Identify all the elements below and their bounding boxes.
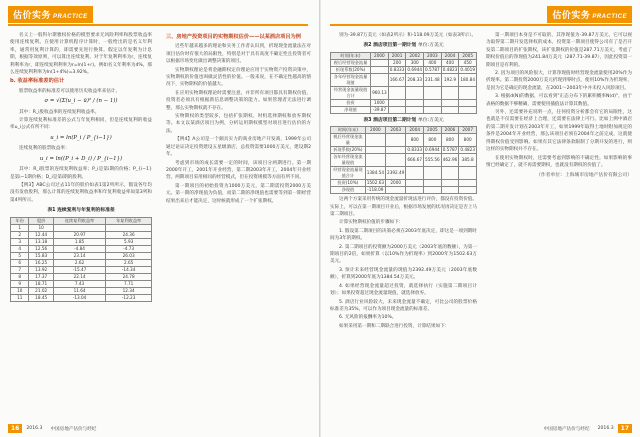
- table-cell: 0.4823: [460, 147, 475, 153]
- formula: u_i = ln((P_i + D_i) / P_{i−1}): [39, 155, 123, 162]
- table-cell: 5: [11, 252, 29, 259]
- table-cell: 24.36: [106, 231, 152, 238]
- table-cell: 12.34: [106, 287, 152, 294]
- table-cell: 192.9: [441, 73, 459, 86]
- table-cell: 1000: [371, 99, 389, 106]
- table-cell: 800: [459, 134, 477, 147]
- column-1: [10, 32, 152, 420]
- table-cell: 17.37: [29, 273, 53, 280]
- table-cell: [386, 134, 406, 147]
- footer-issue: 2016.3: [26, 426, 43, 431]
- table-cell: [459, 99, 477, 106]
- table-cell: 2000: [386, 180, 406, 187]
- table-cell: 2: [11, 231, 29, 238]
- table-cell: [459, 167, 477, 180]
- table-cell: [371, 66, 389, 73]
- table-cell: 450: [459, 59, 477, 66]
- table-cell: [424, 180, 442, 187]
- paragraph: 3. 预计未来经营现金流量的现值为2392.49万美元（2003年底数额），折算到2000年底为1384.54万美元。: [330, 267, 477, 281]
- footer-left: [8, 424, 100, 433]
- table-cell: [424, 99, 442, 106]
- table-cell: 0.8333: [407, 147, 423, 153]
- table-cell: 400: [441, 59, 459, 66]
- table-cell: [441, 187, 459, 194]
- table-row: [11, 245, 152, 252]
- table-header-cell: 2005: [459, 52, 477, 59]
- table-cell: 20.97: [53, 231, 105, 238]
- table-row: [11, 266, 152, 273]
- section-badge-right: [547, 6, 632, 23]
- table-cell: [424, 86, 442, 99]
- table-cell: 180.84: [459, 73, 477, 86]
- table-header-row: [11, 217, 152, 224]
- table-cell: 800: [424, 134, 442, 147]
- table-cell: 2.62: [53, 259, 105, 266]
- table-row: [331, 66, 477, 73]
- paragraph: 3. 根据d(N)的数据，可以看到"正态分布下的累积概率N(d)"，由于表格的数据不够精确，需要使用插值法计算其数值。: [486, 94, 632, 107]
- table-cell: 300: [406, 59, 424, 66]
- table-row: [331, 180, 477, 187]
- table-header-cell: 时间(年末): [331, 52, 371, 59]
- paragraph: 近些年越来越多的理论和实务工作者认识到，折现现金流量法在对项目估价时有很大的局限性，特别是对于具有高度不确定性且投资者可以根据市场变化做出调整决策的项目。: [166, 44, 311, 65]
- table-cell: 净现值: [331, 187, 366, 194]
- table-cell: [459, 180, 477, 187]
- table-cell: 2392.49: [386, 167, 406, 180]
- table-cell: 2.65: [106, 259, 152, 266]
- table-cell: [365, 134, 385, 147]
- table-cell: 4: [11, 245, 29, 252]
- table-cell: [386, 147, 406, 154]
- table-cell: 166.67: [388, 73, 406, 86]
- table-cell: 净现值: [331, 106, 371, 113]
- table-cell: 折现系数(20%): [331, 66, 371, 73]
- formula: σ = √(Σ(u_i − ū)² / (n − 1)): [44, 98, 118, 105]
- table-cell: [388, 86, 406, 99]
- table-cell: [406, 99, 424, 106]
- table-cell: 3: [11, 238, 29, 245]
- table-cell: [441, 99, 459, 106]
- table-cell: 0.5787: [425, 66, 440, 72]
- table-cell: 5.93: [106, 238, 152, 245]
- table-cell: 800: [441, 134, 459, 147]
- table-cell: [406, 86, 424, 99]
- paragraph: 实物期权的类型较多，包括扩张期权、时机选择期权和放弃期权等。本文以某酒店项目为例，分析运用期权模型对项目进行估价的方法。: [166, 114, 311, 134]
- section-title: 估价实务: [13, 10, 52, 21]
- table-cell: 7.43: [53, 280, 105, 287]
- subheading: b. 收益率标准差的估计: [10, 78, 65, 85]
- table-cell: 231.48: [424, 73, 442, 86]
- table-cell: 11: [11, 294, 29, 301]
- table-header-cell: 2004: [441, 52, 459, 59]
- section-heading: 三、房地产投资项目的实物期权估价——以某酒店项目为例: [166, 34, 301, 40]
- header-rule-left: [8, 24, 308, 26]
- table-row: [11, 259, 152, 266]
- table-cell: 462.96: [441, 154, 459, 167]
- section-title-en: PRACTICE: [53, 13, 88, 20]
- table-row: [331, 147, 477, 154]
- header-rule-right: [330, 24, 632, 26]
- table-cell: [424, 187, 442, 194]
- table-row: [331, 59, 477, 66]
- table-body: [11, 224, 152, 301]
- paragraph: 4. 如果经营现金流量超过投资，就选择执行（实施第二期项目计划）；如果投资超过现金流量现值，就选择放弃。: [330, 283, 477, 297]
- table-row: [331, 106, 477, 113]
- paragraph: 6. 无风险的报酬率为10%。: [339, 315, 397, 321]
- table-cell: 16.25: [29, 259, 53, 266]
- paragraph: 股票收益率的标准差可以使用历史收益率来估计。: [19, 88, 121, 94]
- table-header-cell: 2007: [459, 127, 477, 134]
- paragraph: 第一期项目的初始投资为1000万美元，第二期需投资2000万美元。第一期的净现值为负值，而第二期的净现值也需要等到第一期经营结果出来后才能决定，这时候就形成了一个扩张期权。: [166, 183, 311, 204]
- table-cell: 22.14: [53, 273, 105, 280]
- table-cell: 23.14: [53, 252, 105, 259]
- section-title: 估价实务: [552, 10, 591, 21]
- table-cell: -39.87: [371, 106, 389, 113]
- table-3-unit: 单位:万美元: [418, 117, 444, 123]
- table-row: [331, 154, 477, 167]
- table-header-cell: 年复利收益率: [106, 217, 152, 224]
- table-header-cell: 连续复利收益率: [53, 217, 105, 224]
- table-cell: 21.02: [29, 287, 53, 294]
- table-row: [331, 167, 477, 180]
- header-left: [8, 4, 93, 24]
- table-header-cell: 年份: [11, 217, 29, 224]
- table-cell: 7: [11, 266, 29, 273]
- table-cell: 385.8: [459, 154, 477, 167]
- table-2: [330, 52, 477, 114]
- table-cell: 13.18: [29, 238, 53, 245]
- table-1: [10, 217, 152, 302]
- table-cell: [441, 86, 459, 99]
- table-cell: 0.4823: [442, 66, 458, 72]
- table-cell: 1384.54: [365, 167, 385, 180]
- author-affiliation: （作者单位：上海城市房地产估价有限公司）: [536, 173, 632, 179]
- table-cell: 960.13: [371, 86, 389, 99]
- table-header-cell: 2003: [386, 127, 406, 134]
- table-cell: [365, 154, 385, 167]
- page-number-left: 16: [8, 424, 22, 433]
- table-header-cell: 2002: [406, 52, 424, 59]
- paragraph: 计算连续复利标准差的公式与年复利相同，但是连续复利的收益率u_i公式有所不同：: [10, 118, 152, 131]
- table-header-cell: 2006: [441, 127, 459, 134]
- table-cell: [459, 187, 477, 194]
- table-row: [331, 134, 477, 147]
- paragraph: 在应用实物期权理论时需要注意，并非所有项目都具有期权价值，投资者必须具有根据新信息调整决策的能力。如果管理者无法进行调整，那么实物期权就不存在。: [166, 90, 311, 111]
- table-header-row: [331, 127, 477, 134]
- paragraph: 考虑到市场的成长需要一定的时间，该项目分两期进行。第一期2000年开工，2001年开业经营，第二期2003年开工，2004年开业经营。两期项目采用相同的经营模式，但在投资规模等方面有所不同。: [166, 160, 311, 181]
- table-cell: 18.71: [29, 280, 53, 287]
- paragraph: 这两个方案采用传统的现金流量折现法进行评价，都没有投资价值。实际上，可以在第一期项目开业后，根据市场发展的状况再决定是否上马第二期项目。: [330, 197, 477, 218]
- table-title: [330, 117, 477, 124]
- table-row: [11, 287, 152, 294]
- table-cell: [459, 86, 477, 99]
- table-cell: 1.85: [53, 238, 105, 245]
- table-cell: [406, 187, 424, 194]
- table-row: [331, 187, 477, 194]
- table-cell: 26.03: [106, 252, 152, 259]
- table-cell: [365, 147, 385, 154]
- page-gutter: [319, 0, 321, 437]
- table-row: [11, 273, 152, 280]
- paragraph: 实物期权理论是将金融期权定价理论应用于实物资产投资决策中，实物期权的价值也叫做灵活性的价值。一般来说，在不确定性越高的情况下，实物期权的价值越大。: [166, 67, 311, 88]
- table-body: [331, 59, 477, 113]
- table-cell: [386, 187, 406, 194]
- paragraph: 名义上一般科尔斯雅权价格的模型要求无风险利率和股票收益率使用连续复利。在使用计算机程序计算时，一般给出的是名义年利率，通常用复利计算的，即需要先进行换算。假定以年复利为计息期，根据等效原则，可以算出连续复利。对于年复利利率为r，连续复利利率为r，即连续复利利率为r=ln(1+r)。例如名义年利率为4%，那么连续复利利率为ln(1+4%)=3.92%。: [10, 33, 152, 76]
- paragraph: 如果采用第一期和二期联合进行投资，计算结果如下：: [339, 323, 450, 329]
- table-cell: -15.47: [53, 266, 105, 273]
- table-cell: [406, 106, 424, 113]
- header-right: [547, 4, 632, 24]
- table-row: [331, 73, 477, 86]
- table-header-cell: 2004: [406, 127, 424, 134]
- table-header-cell: 2000: [371, 52, 389, 59]
- section-badge-left: [8, 6, 93, 23]
- table-3: [330, 126, 477, 194]
- table-cell: 0.6944: [425, 147, 440, 153]
- table-row: [11, 252, 152, 259]
- table-cell: 666.67: [406, 154, 424, 167]
- paragraph: 【例3】ABC公司过去11年的股价如表1第2列所示，假设各年均没有发放股利，那么计算的连续复利收益率和年复利收益率如第3列和第4列所示。: [10, 182, 152, 203]
- column-2: [166, 32, 311, 420]
- table-cell: [371, 59, 389, 66]
- table-cell: 10: [11, 287, 29, 294]
- footer-issue: 2016.3: [597, 426, 614, 431]
- paragraph: 别为-39.87万美元（如表2所示）和-118.09万美元（如表3所示）。: [339, 33, 477, 38]
- table-2-title: 表2 酒店项目第一期计划: [363, 43, 417, 49]
- paragraph: 1. 假设第二期项目的决策必须在2003年底决定，即这是一项到期时间为3年的期权。: [330, 228, 477, 242]
- table-cell: 555.56: [424, 154, 442, 167]
- paragraph: 2. 因为项目的风险很大，计算净现值时经营现金流量使用20%作为折现率。第二期投资2000万美元折现到零时点，使用10%作为折现率，是因为它是确定的现金流量，在2001～2003年中并未投入风险项目。: [486, 71, 632, 91]
- table-cell: 15.83: [29, 252, 53, 259]
- table-cell: [441, 167, 459, 180]
- table-cell: [424, 106, 442, 113]
- table-row: [11, 231, 152, 238]
- table-cell: 经营现金流量现值合计: [331, 86, 371, 99]
- paragraph: 其中：R_i股票的连续复利收益率；P_i是第i期的价格；P_{i−1}是第i−1期价格；D_i是第i期的股利。: [10, 167, 152, 180]
- page-number-right: 17: [618, 424, 632, 433]
- table-cell: 10: [29, 224, 53, 231]
- table-cell: [388, 106, 406, 113]
- table-cell: -13.04: [53, 294, 105, 301]
- table-header-cell: 2005: [424, 127, 442, 134]
- table-3-title: 表3 酒店项目第二期计划: [363, 117, 417, 123]
- table-cell: [406, 167, 424, 180]
- paragraph: 计算实物期权价值的步骤如下：: [339, 220, 404, 226]
- table-cell: 0.5787: [442, 147, 458, 153]
- table-cell: 0.4019: [460, 66, 475, 72]
- table-header-cell: 2003: [424, 52, 442, 59]
- table-cell: 1502.63: [366, 180, 385, 186]
- table-cell: 800: [406, 134, 424, 147]
- paragraph: 另外，还需要补充说明一点，任何投资分析都会有它的局限性，这也就是不仅需要在经济上合理，还需要在法律上可行。比如上例中酒店的第二期开发计划在2003年开工，如果1999年取得土地时附加规定的条件是2004年开业经营，那么该项目必须在2004年之前完成，这就使得期权价值受到影响。如果有其它法律条款限制了分期开发的进行，则这样的实物期权并不存在。: [486, 110, 632, 153]
- table-cell: 各年经营现金流量现值: [331, 154, 366, 167]
- table-body: [331, 134, 477, 194]
- table-cell: 13.92: [29, 266, 53, 273]
- table-cell: 8: [11, 273, 29, 280]
- table-header-cell: 时间(年末): [331, 127, 366, 134]
- table-header-cell: 股价: [29, 217, 53, 224]
- table-row: [331, 99, 477, 106]
- table-title: 表1 连续复利与年复利的标准差: [47, 208, 115, 214]
- paragraph: 第一期项目本身是不可取的，其净现值为-39.87万美元，它可以视为取得第二期开发选择权的成本，投资第一期项目使得公司有了是否开发第二期项目的扩张期权，该扩张期权的价值是287.71万美元，考虑了期权价值后的净现值为241.84万美元（287.71-39.87），因此投资第一期项目是有利的。: [486, 33, 632, 68]
- table-cell: -4.84: [53, 245, 105, 252]
- table-cell: -12.23: [106, 294, 152, 301]
- table-cell: [441, 106, 459, 113]
- table-cell: 税后经营现金流量: [331, 134, 366, 147]
- table-cell: 12.44: [29, 231, 53, 238]
- table-cell: 11.64: [53, 287, 105, 294]
- table-cell: -14.34: [106, 266, 152, 273]
- table-row: [331, 86, 477, 99]
- table-cell: -4.73: [106, 245, 152, 252]
- table-row: [11, 238, 152, 245]
- table-header-cell: 2001: [388, 52, 406, 59]
- table-cell: [371, 73, 389, 86]
- column-4: [486, 32, 632, 420]
- column-3: [330, 32, 477, 420]
- paragraph: 其中：R_i股收益率的连续复利收益率。: [19, 109, 100, 115]
- table-cell: [406, 180, 424, 187]
- paragraph: 连续复利的股票收益率：: [19, 146, 70, 152]
- table-cell: 投资(10%): [331, 180, 366, 187]
- table-cell: [106, 224, 152, 231]
- table-cell: 18.45: [29, 294, 53, 301]
- table-cell: 折现系数(20%): [331, 147, 366, 154]
- footer-magazine: 中国房地产估价与经纪: [543, 426, 590, 432]
- table-cell: -118.09: [365, 187, 385, 194]
- table-2-unit: 单位:万美元: [418, 43, 444, 49]
- table-cell: 400: [424, 59, 442, 66]
- table-cell: 投资: [331, 99, 371, 106]
- table-cell: 24.78: [106, 273, 152, 280]
- table-title: [330, 42, 477, 49]
- paragraph: 2. 第二期项目的投资额为2000万美元（2003年底的数额），为第一期项目的2倍，如果折算（以10%作为折现率）到2000年为1502.63万美元。: [330, 244, 477, 265]
- table-cell: 各年经营现金流量现值: [331, 73, 371, 86]
- table-header-row: [331, 52, 477, 59]
- table-cell: 0.6944: [407, 66, 423, 72]
- table-cell: 7.71: [106, 280, 152, 287]
- table-cell: [441, 180, 459, 187]
- table-cell: 1: [11, 224, 29, 231]
- table-cell: 12.56: [29, 245, 53, 252]
- table-cell: [53, 224, 105, 231]
- table-cell: 9: [11, 280, 29, 287]
- table-cell: 200: [388, 59, 406, 66]
- table-cell: 0.8333: [389, 66, 405, 72]
- paragraph: 5. 酒店行业风险较大，未来现金流量不确定，可比公司的股票价格标准差为35%，可以作为项目现金流量的标准差。: [330, 299, 477, 312]
- table-cell: [459, 106, 477, 113]
- table-cell: [386, 154, 406, 167]
- footer-magazine: 中国房地产估价与经纪: [50, 426, 97, 432]
- table-row: [11, 224, 152, 231]
- table-cell: [388, 99, 406, 106]
- table-cell: 经营现金流量现值合计: [331, 167, 366, 180]
- table-cell: 6: [11, 259, 29, 266]
- footer-right: [540, 424, 632, 433]
- formula: u_i = ln(P_i / P_{i−1}): [50, 134, 112, 141]
- section-title-en: PRACTICE: [592, 13, 627, 20]
- table-cell: 208.33: [406, 73, 424, 86]
- paragraph: 【例4】A公司是一个颇具实力的商业房地产开发商，1999年公司通过论证决定投资建设五星级酒店，总投资需要1000万美元，建设期2年。: [166, 137, 311, 158]
- paragraph: 在使用实物期权时，还需要考虑到影响的不确定性。如果影响的事情已经确定了，就不再需要期权，也就没有期权的价值了。: [486, 155, 632, 168]
- table-cell: 税后经营现金流量: [331, 59, 371, 66]
- table-cell: [424, 167, 442, 180]
- table-row: [11, 294, 152, 301]
- table-header-cell: 2000: [365, 127, 385, 134]
- table-row: [11, 280, 152, 287]
